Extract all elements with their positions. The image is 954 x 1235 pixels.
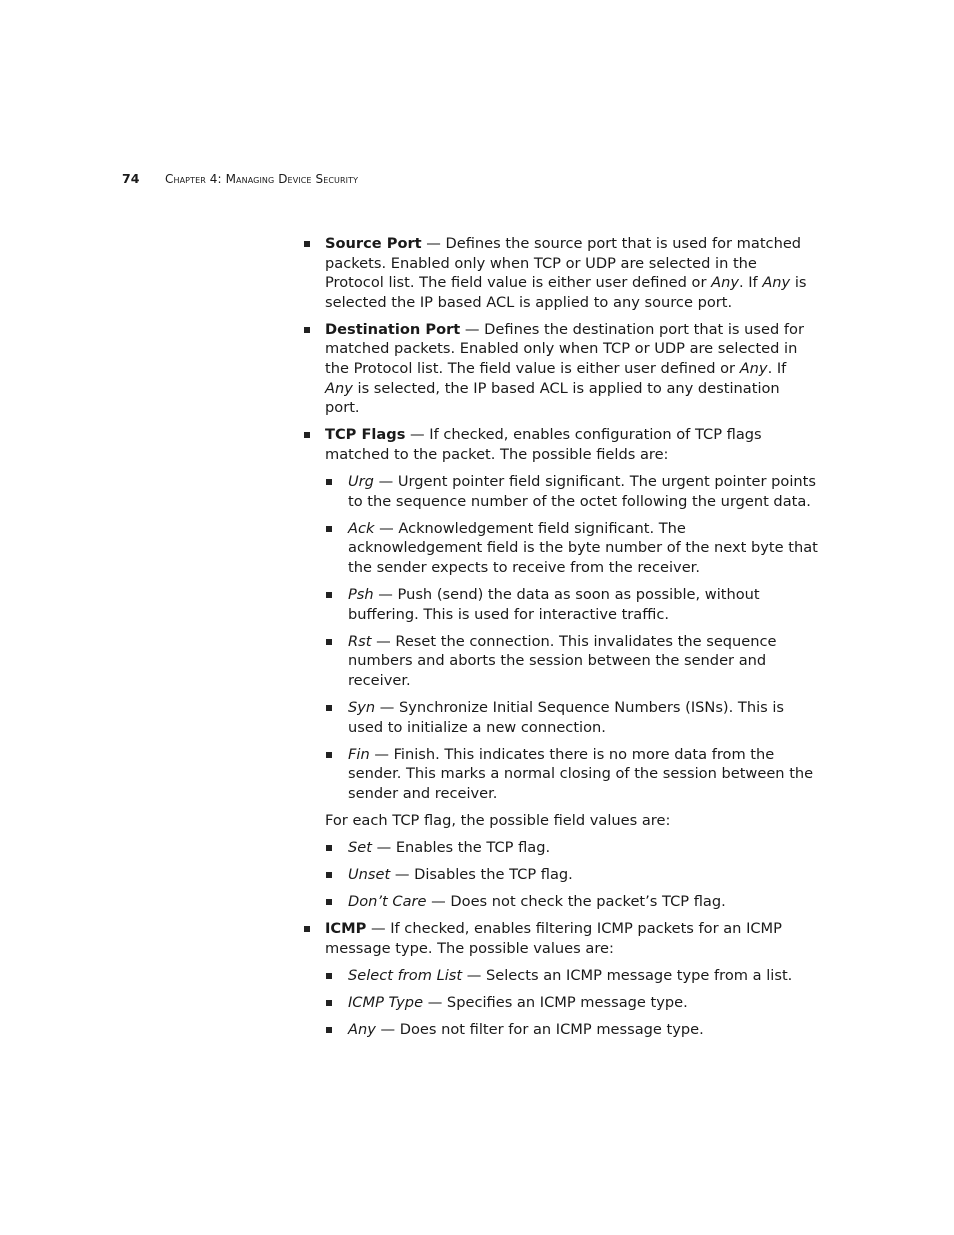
description: is selected the IP based ACL is applied to any source port. (325, 274, 807, 311)
value-name: Don’t Care (348, 893, 427, 911)
bullet-icon (326, 1000, 332, 1006)
list-item (325, 892, 818, 912)
bullet-icon (304, 432, 310, 438)
flag-name: Ack (348, 519, 375, 537)
description: — Defines the destination port that is used for matched packets. Enabled only when TCP or UDP are selected in the Protocol list. The field value is either user defined or (325, 320, 804, 378)
tcp-flag-list (325, 472, 818, 803)
flag-value-list (325, 838, 818, 912)
flag-description: — Reset the connection. This invalidates the sequence numbers and aborts the session between the sender and receiver. (348, 632, 777, 689)
list-item (325, 1020, 818, 1040)
emphasis: Any (739, 360, 768, 378)
emphasis: Any (325, 379, 353, 397)
running-title: Chapter 4: Managing Device Security (165, 172, 359, 186)
list-item (325, 993, 818, 1013)
value-description: — Selects an ICMP message type from a list. (462, 967, 793, 984)
list-item (325, 838, 818, 858)
bullet-icon (326, 592, 332, 598)
value-name: Select from List (348, 967, 463, 984)
value-name: ICMP Type (348, 994, 424, 1012)
bullet-icon (326, 639, 332, 645)
bullet-icon (326, 845, 332, 851)
list-item-tcp-flags (303, 425, 818, 911)
value-description: — Disables the TCP flag. (390, 866, 573, 884)
term: TCP Flags (325, 426, 406, 444)
list-item-destination-port (303, 320, 818, 418)
term: Source Port (325, 235, 422, 252)
flag-values-intro: For each TCP flag, the possible field values are: (325, 811, 671, 829)
flag-description: — Urgent pointer field significant. The urgent pointer points to the sequence number of the octet following the urgent data. (348, 473, 816, 510)
flag-name: Urg (348, 473, 374, 491)
value-description: — Does not check the packet’s TCP flag. (426, 893, 726, 911)
description: is selected, the IP based ACL is applied to any destination port. (325, 379, 780, 417)
description: . If (738, 274, 763, 292)
term: Destination Port (325, 320, 461, 338)
value-name: Set (348, 839, 372, 857)
flag-name: Syn (348, 698, 376, 716)
page-number: 74 (122, 171, 140, 186)
value-description: — Enables the TCP flag. (371, 839, 551, 857)
flag-name: Rst (348, 632, 372, 650)
list-item-icmp (303, 919, 818, 1039)
list-item (325, 472, 818, 511)
bullet-icon (304, 327, 310, 333)
emphasis: Any (762, 274, 791, 292)
bullet-icon (326, 479, 332, 485)
flag-description: — Acknowledgement field significant. The acknowledgement field is the byte number of the next byte that the sender expects to receive from the receiver. (348, 519, 818, 576)
list-item (325, 519, 818, 578)
icmp-value-list (325, 966, 818, 1040)
bullet-icon (326, 752, 332, 758)
bullet-icon (304, 926, 310, 932)
description: — If checked, enables filtering ICMP packets for an ICMP message type. The possible values are: (325, 920, 782, 957)
page-content (303, 234, 818, 1047)
flag-name: Fin (348, 745, 370, 763)
field-list (303, 234, 818, 1040)
bullet-icon (326, 899, 332, 905)
bullet-icon (326, 973, 332, 979)
bullet-icon (326, 1027, 332, 1033)
bullet-icon (304, 241, 310, 247)
list-item (325, 632, 818, 691)
flag-name: Psh (348, 586, 374, 603)
description: — If checked, enables configuration of TCP flags matched to the packet. The possible fields are: (325, 426, 762, 463)
flag-description: — Push (send) the data as soon as possible, without buffering. This is used for interactive traffic. (348, 586, 760, 623)
bullet-icon (326, 705, 332, 711)
list-item (325, 585, 818, 624)
value-name: Unset (348, 866, 391, 884)
description: . If (767, 360, 787, 378)
flag-description: — Synchronize Initial Sequence Numbers (ISNs). This is used to initialize a new connection. (348, 698, 785, 736)
emphasis: Any (711, 274, 739, 292)
bullet-icon (326, 526, 332, 532)
description: — Defines the source port that is used for matched packets. Enabled only when TCP or UDP are selected in the Protocol list. The field value is either user defined or (325, 235, 802, 292)
page-header (122, 171, 358, 186)
list-item (325, 966, 818, 986)
flag-description: — Finish. This indicates there is no more data from the sender. This marks a normal closing of the session between the sender and receiver. (348, 745, 814, 802)
list-item (325, 745, 818, 804)
value-description: — Specifies an ICMP message type. (423, 994, 688, 1012)
list-item (325, 698, 818, 737)
list-item (325, 865, 818, 885)
value-description: — Does not filter for an ICMP message type. (375, 1021, 704, 1039)
list-item-source-port (303, 234, 818, 312)
term: ICMP (325, 920, 367, 938)
value-name: Any (348, 1021, 376, 1039)
bullet-icon (326, 872, 332, 878)
